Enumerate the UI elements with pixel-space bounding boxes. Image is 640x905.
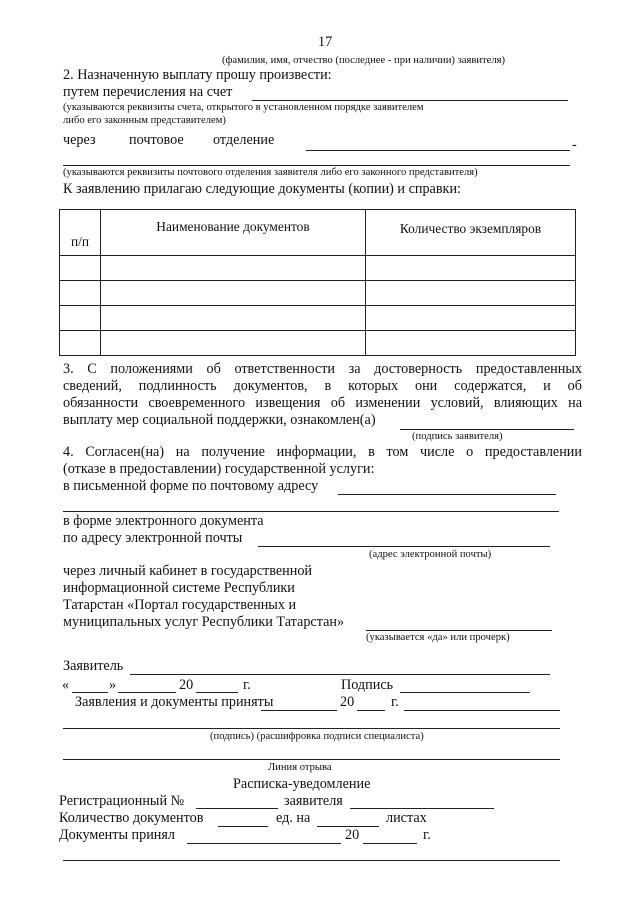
docs-accepted-label: Документы принял xyxy=(59,827,175,843)
documents-table xyxy=(59,209,576,356)
date-open-quote: « xyxy=(62,677,70,693)
post-office-field-line-2[interactable] xyxy=(63,165,570,166)
account-field-line[interactable] xyxy=(252,100,568,101)
accepted-year-prefix: 20 xyxy=(340,694,355,710)
table-cell[interactable] xyxy=(101,281,366,306)
post-dash: - xyxy=(572,137,577,153)
email-label: по адресу электронной почты xyxy=(63,530,243,546)
section3-line2: сведений, подлинность документов, в которых они содержатся, и об xyxy=(63,378,582,394)
tear-line-label: Линия отрыва xyxy=(268,762,332,773)
specialist-signature-line[interactable] xyxy=(63,728,560,729)
portal-field-line[interactable] xyxy=(366,630,552,631)
section4-line2: (отказе в предоставлении) государственной услуги: xyxy=(63,461,375,477)
applicant-label: Заявитель xyxy=(63,658,124,674)
portal-line1: через личный кабинет в государственной xyxy=(63,563,313,579)
receipt-bottom-line[interactable] xyxy=(63,860,560,861)
col-header-number: п/п xyxy=(60,210,101,256)
section3-line4: выплату мер социальной поддержки, ознакомлен(а) xyxy=(63,412,376,428)
electronic-doc-label: в форме электронного документа xyxy=(63,513,264,529)
receipt-year-line[interactable] xyxy=(363,843,417,844)
date-year-line[interactable] xyxy=(196,692,238,693)
email-hint: (адрес электронной почты) xyxy=(369,549,492,560)
applicant-signature-line[interactable] xyxy=(400,429,574,430)
table-row xyxy=(60,331,576,356)
accepted-year-line[interactable] xyxy=(357,710,385,711)
docs-accepted-line[interactable] xyxy=(187,843,341,844)
account-label: путем перечисления на счет xyxy=(63,84,233,100)
portal-line3: Татарстан «Портал государственных и xyxy=(63,597,297,613)
doc-count-units: ед. на xyxy=(276,810,311,826)
doc-count-line[interactable] xyxy=(218,826,268,827)
tear-line xyxy=(63,759,560,760)
accepted-extra-line[interactable] xyxy=(404,710,560,711)
table-cell[interactable] xyxy=(101,256,366,281)
table-cell[interactable] xyxy=(101,306,366,331)
post-word-via: через xyxy=(63,132,96,148)
postal-address-line-2[interactable] xyxy=(63,511,559,512)
table-cell[interactable] xyxy=(366,281,576,306)
date-year-prefix: 20 xyxy=(179,677,194,693)
attach-label: К заявлению прилагаю следующие документы (копии) и справки: xyxy=(63,181,461,197)
col-header-doc-name: Наименование документов xyxy=(101,210,366,256)
table-cell[interactable] xyxy=(60,281,101,306)
applicant-name-hint: (фамилия, имя, отчество (последнее - при наличии) заявителя) xyxy=(222,55,506,66)
account-hint-line2: либо его законным представителем) xyxy=(63,115,226,126)
receipt-year-suffix: г. xyxy=(423,827,431,843)
table-cell[interactable] xyxy=(101,331,366,356)
reg-applicant-label: заявителя xyxy=(284,793,343,809)
receipt-year-prefix: 20 xyxy=(345,827,360,843)
table-cell[interactable] xyxy=(60,256,101,281)
email-field-line[interactable] xyxy=(258,546,550,547)
table-header-row xyxy=(60,210,576,256)
accepted-label: Заявления и документы приняты xyxy=(75,694,274,710)
reg-number-label: Регистрационный № xyxy=(59,793,185,809)
signature-label: Подпись xyxy=(341,677,394,693)
postal-address-line[interactable] xyxy=(338,494,556,495)
section2-title: 2. Назначенную выплату прошу произвести: xyxy=(63,67,332,83)
post-word-office: отделение xyxy=(213,132,275,148)
date-month-line[interactable] xyxy=(118,692,176,693)
table-row xyxy=(60,306,576,331)
table-cell[interactable] xyxy=(60,306,101,331)
portal-hint: (указывается «да» или прочерк) xyxy=(366,632,510,643)
reg-applicant-line[interactable] xyxy=(350,808,494,809)
table-row xyxy=(60,256,576,281)
post-word-postal: почтовое xyxy=(129,132,184,148)
col-header-copies: Количество экземпляров xyxy=(366,210,576,256)
table-cell[interactable] xyxy=(60,331,101,356)
receipt-title: Расписка-уведомление xyxy=(233,776,371,792)
table-cell[interactable] xyxy=(366,256,576,281)
date-close-quote: » xyxy=(109,677,117,693)
applicant-field-line[interactable] xyxy=(130,674,550,675)
section4-line1: 4. Согласен(на) на получение информации, в том числе о предоставлении xyxy=(63,444,582,460)
section3-line3: обязанности своевременного извещения об изменении условий, влияющих на xyxy=(63,395,582,411)
portal-line2: информационной системе Республики xyxy=(63,580,295,596)
doc-count-label: Количество документов xyxy=(59,810,204,826)
section3-line1: 3. С положениями об ответственности за достоверность предоставленных xyxy=(63,361,582,377)
table-row xyxy=(60,281,576,306)
accepted-day-line[interactable] xyxy=(261,710,337,711)
applicant-signature-hint: (подпись заявителя) xyxy=(412,431,503,442)
specialist-hint: (подпись) (расшифровка подписи специалиста) xyxy=(210,731,424,742)
post-office-hint: (указываются реквизиты почтового отделения заявителя либо его законного представителя) xyxy=(63,167,478,178)
signature-line[interactable] xyxy=(400,692,530,693)
portal-line4: муниципальных услуг Республики Татарстан» xyxy=(63,614,345,630)
account-hint-line1: (указываются реквизиты счета, открытого в установленном порядке заявителем xyxy=(63,102,424,113)
post-office-field-line[interactable] xyxy=(306,150,570,151)
sheet-count-label: листах xyxy=(386,810,427,826)
table-cell[interactable] xyxy=(366,331,576,356)
accepted-year-suffix: г. xyxy=(391,694,399,710)
page-number: 17 xyxy=(318,34,333,50)
date-year-suffix: г. xyxy=(243,677,251,693)
reg-number-line[interactable] xyxy=(196,808,278,809)
postal-address-label: в письменной форме по почтовому адресу xyxy=(63,478,319,494)
table-cell[interactable] xyxy=(366,306,576,331)
date-day-line[interactable] xyxy=(72,692,108,693)
